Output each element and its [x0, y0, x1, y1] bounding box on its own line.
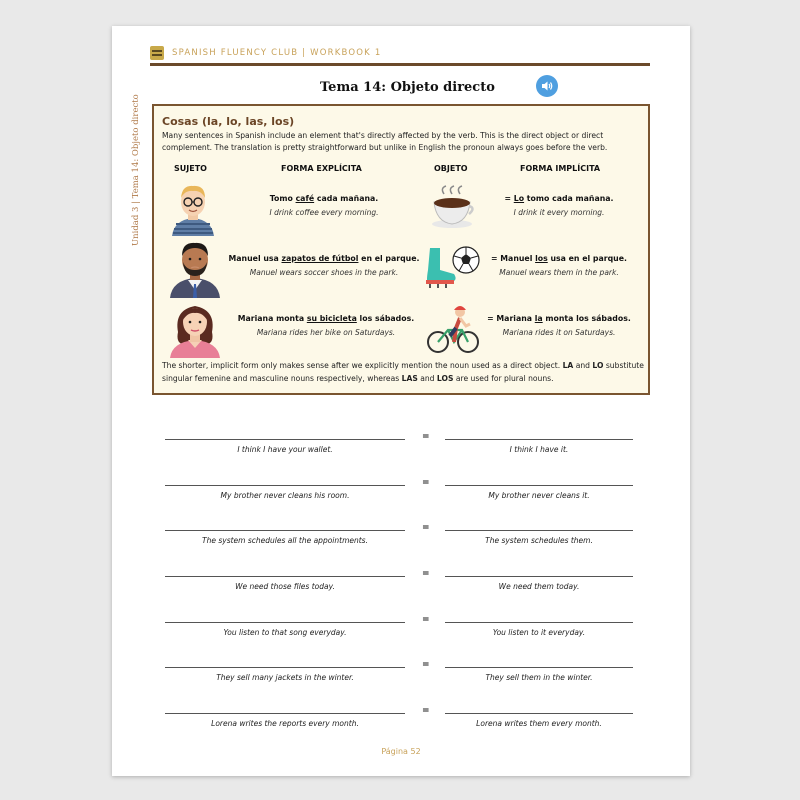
hint-left: You listen to that song everyday. [223, 628, 347, 637]
equals-sign: = [422, 660, 430, 670]
hint-right: My brother never cleans it. [488, 491, 590, 500]
equals-sign: = [422, 569, 430, 579]
hint-left: My brother never cleans his room. [220, 491, 350, 500]
answer-line-left[interactable] [165, 713, 405, 714]
col-header-objeto: OBJETO [434, 164, 468, 173]
box-heading: Cosas (la, lo, las, los) [162, 115, 295, 128]
exercise-row [112, 706, 690, 743]
grammar-box [152, 104, 650, 395]
col-header-implicita: FORMA IMPLÍCITA [520, 164, 601, 173]
hint-right: I think I have it. [509, 445, 569, 454]
hint-left: They sell many jackets in the winter. [216, 673, 354, 682]
implicit-sentence: = Lo tomo cada mañana. I drink it every morning. [504, 194, 614, 217]
page-title: Tema 14: Objeto directo [320, 80, 495, 95]
col-header-explicita: FORMA EXPLÍCITA [281, 164, 362, 173]
exercise-row [112, 523, 690, 560]
implicit-sentence: = Mariana la monta los sábados. Mariana rides it on Saturdays. [487, 314, 631, 337]
example-row [154, 238, 648, 298]
hint-right: The system schedules them. [485, 536, 593, 545]
side-label-container: Unidad 3 | Tema 14: Objeto directo [131, 94, 141, 246]
answer-line-right[interactable] [445, 485, 633, 486]
answer-line-left[interactable] [165, 439, 405, 440]
answer-line-right[interactable] [445, 439, 633, 440]
answer-line-left[interactable] [165, 576, 405, 577]
answer-line-left[interactable] [165, 530, 405, 531]
explicit-sentence: Tomo café cada mañana. I drink coffee every morning. [269, 194, 379, 217]
man-beard-icon [168, 238, 222, 298]
exercise-row [112, 569, 690, 606]
example-row [154, 298, 648, 358]
exercise-row [112, 478, 690, 515]
hint-right: We need them today. [498, 582, 580, 591]
answer-line-left[interactable] [165, 667, 405, 668]
audio-play-button[interactable] [536, 75, 558, 97]
col-header-sujeto: SUJETO [174, 164, 207, 173]
hint-right: You listen to it everyday. [492, 628, 586, 637]
hint-left: The system schedules all the appointments. [202, 536, 368, 545]
answer-line-right[interactable] [445, 713, 633, 714]
coffee-cup-icon [430, 184, 474, 230]
answer-line-right[interactable] [445, 667, 633, 668]
hint-left: I think I have your wallet. [237, 445, 333, 454]
implicit-sentence: = Manuel los usa en el parque. Manuel wears them in the park. [491, 254, 627, 277]
explicit-sentence: Mariana monta su bicicleta los sábados. Mariana rides her bike on Saturdays. [237, 314, 415, 337]
soccer-shoe-ball-icon [424, 240, 482, 292]
club-logo-icon [150, 46, 164, 60]
speaker-icon [540, 79, 554, 93]
cyclist-icon [426, 302, 480, 354]
equals-sign: = [422, 706, 430, 716]
exercise-row [112, 432, 690, 469]
hint-right: Lorena writes them every month. [476, 719, 602, 728]
answer-line-right[interactable] [445, 622, 633, 623]
workbook-page [112, 26, 690, 776]
explicit-sentence: Manuel usa zapatos de fútbol en el parque. Manuel wears soccer shoes in the park. [228, 254, 420, 277]
man-glasses-icon [168, 180, 218, 236]
page-number: Página 52 [381, 747, 421, 756]
box-footnote: The shorter, implicit form only makes sense after we explicitly mention the noun used as a direct object. LA and LO substitute singular femenine and masculine nouns respectively, whereas LAS and LOS are used for plural nouns. [162, 361, 644, 383]
equals-sign: = [422, 615, 430, 625]
equals-sign: = [422, 523, 430, 533]
header-label: SPANISH FLUENCY CLUB | WORKBOOK 1 [172, 48, 382, 58]
hint-right: They sell them in the winter. [485, 673, 593, 682]
header-divider [150, 63, 650, 66]
answer-line-right[interactable] [445, 576, 633, 577]
hint-left: We need those files today. [235, 582, 335, 591]
hint-left: Lorena writes the reports every month. [211, 719, 359, 728]
answer-line-right[interactable] [445, 530, 633, 531]
woman-icon [168, 300, 222, 358]
exercise-row [112, 615, 690, 652]
example-row [154, 178, 648, 238]
exercise-row [112, 660, 690, 697]
equals-sign: = [422, 432, 430, 442]
answer-line-left[interactable] [165, 622, 405, 623]
answer-line-left[interactable] [165, 485, 405, 486]
box-intro: Many sentences in Spanish include an element that's directly affected by the verb. This is the direct object or direct complement. The translation is pretty straightforward but unlike in English the pronoun always goes before the verb. [162, 131, 608, 152]
equals-sign: = [422, 478, 430, 488]
